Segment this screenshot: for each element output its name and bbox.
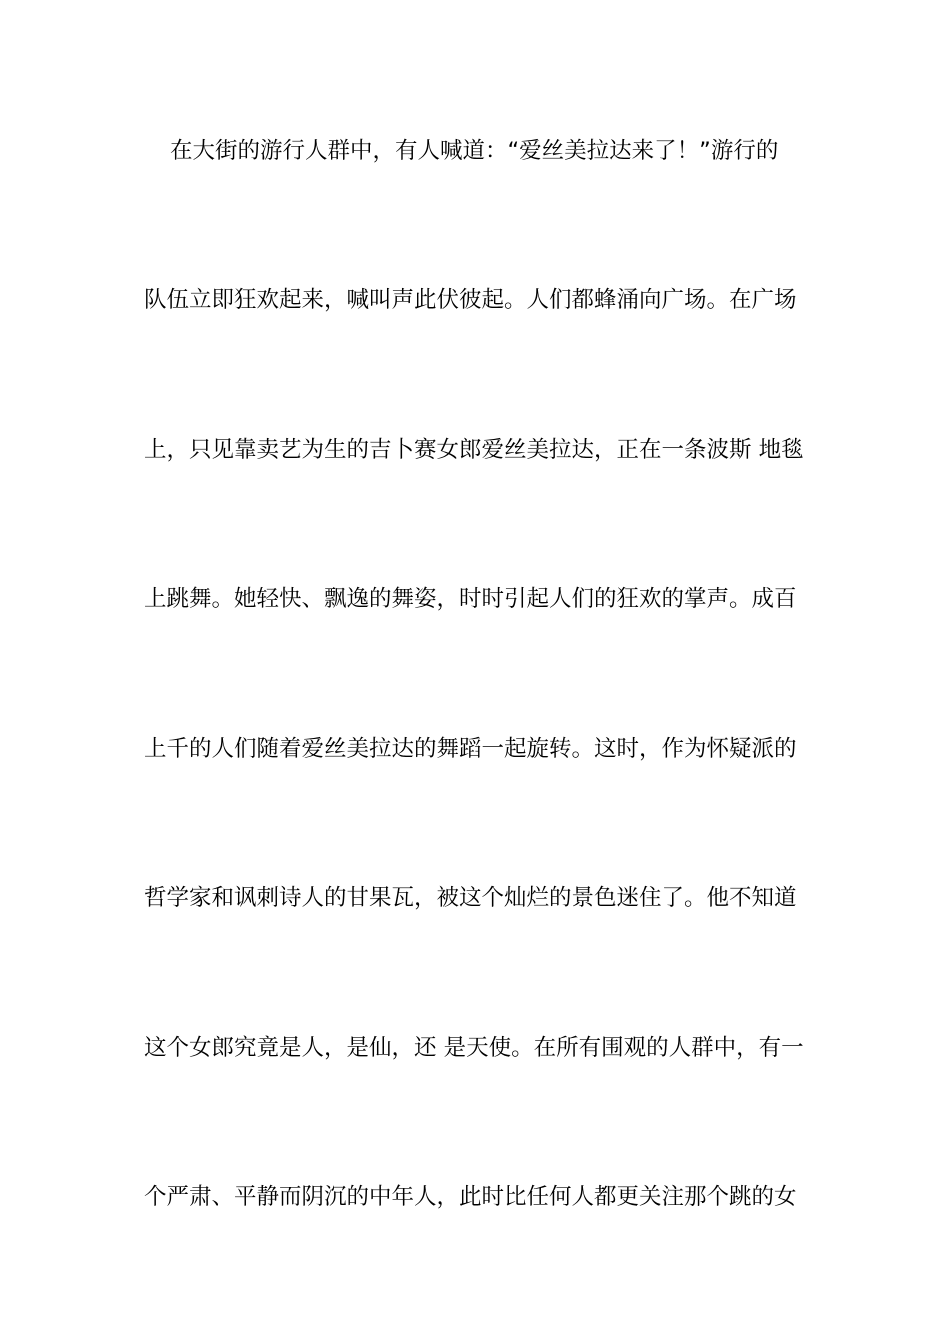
paragraph-line-6: 哲学家和讽刺诗人的甘果瓦，被这个灿烂的景色迷住了。他不知道 (144, 885, 797, 911)
paragraph-line-1: 在大街的游行人群中，有人喊道：“爱丝美拉达来了！”游行的 (170, 138, 779, 164)
paragraph-line-4: 上跳舞。她轻快、飘逸的舞姿，时时引起人们的狂欢的掌声。成百 (144, 586, 797, 612)
paragraph-line-2: 队伍立即狂欢起来，喊叫声此伏彼起。人们都蜂涌向广场。在广场 (144, 287, 797, 313)
paragraph-line-7: 这个女郎究竟是人，是仙，还 是天使。在所有围观的人群中，有一 (144, 1035, 804, 1061)
paragraph-line-5: 上千的人们随着爱丝美拉达的舞蹈一起旋转。这时，作为怀疑派的 (144, 736, 797, 762)
paragraph-line-3: 上，只见靠卖艺为生的吉卜赛女郎爱丝美拉达，正在一条波斯 地毯 (144, 437, 804, 463)
paragraph-line-8: 个严肃、平静而阴沉的中年人，此时比任何人都更关注那个跳的女 (144, 1184, 797, 1210)
